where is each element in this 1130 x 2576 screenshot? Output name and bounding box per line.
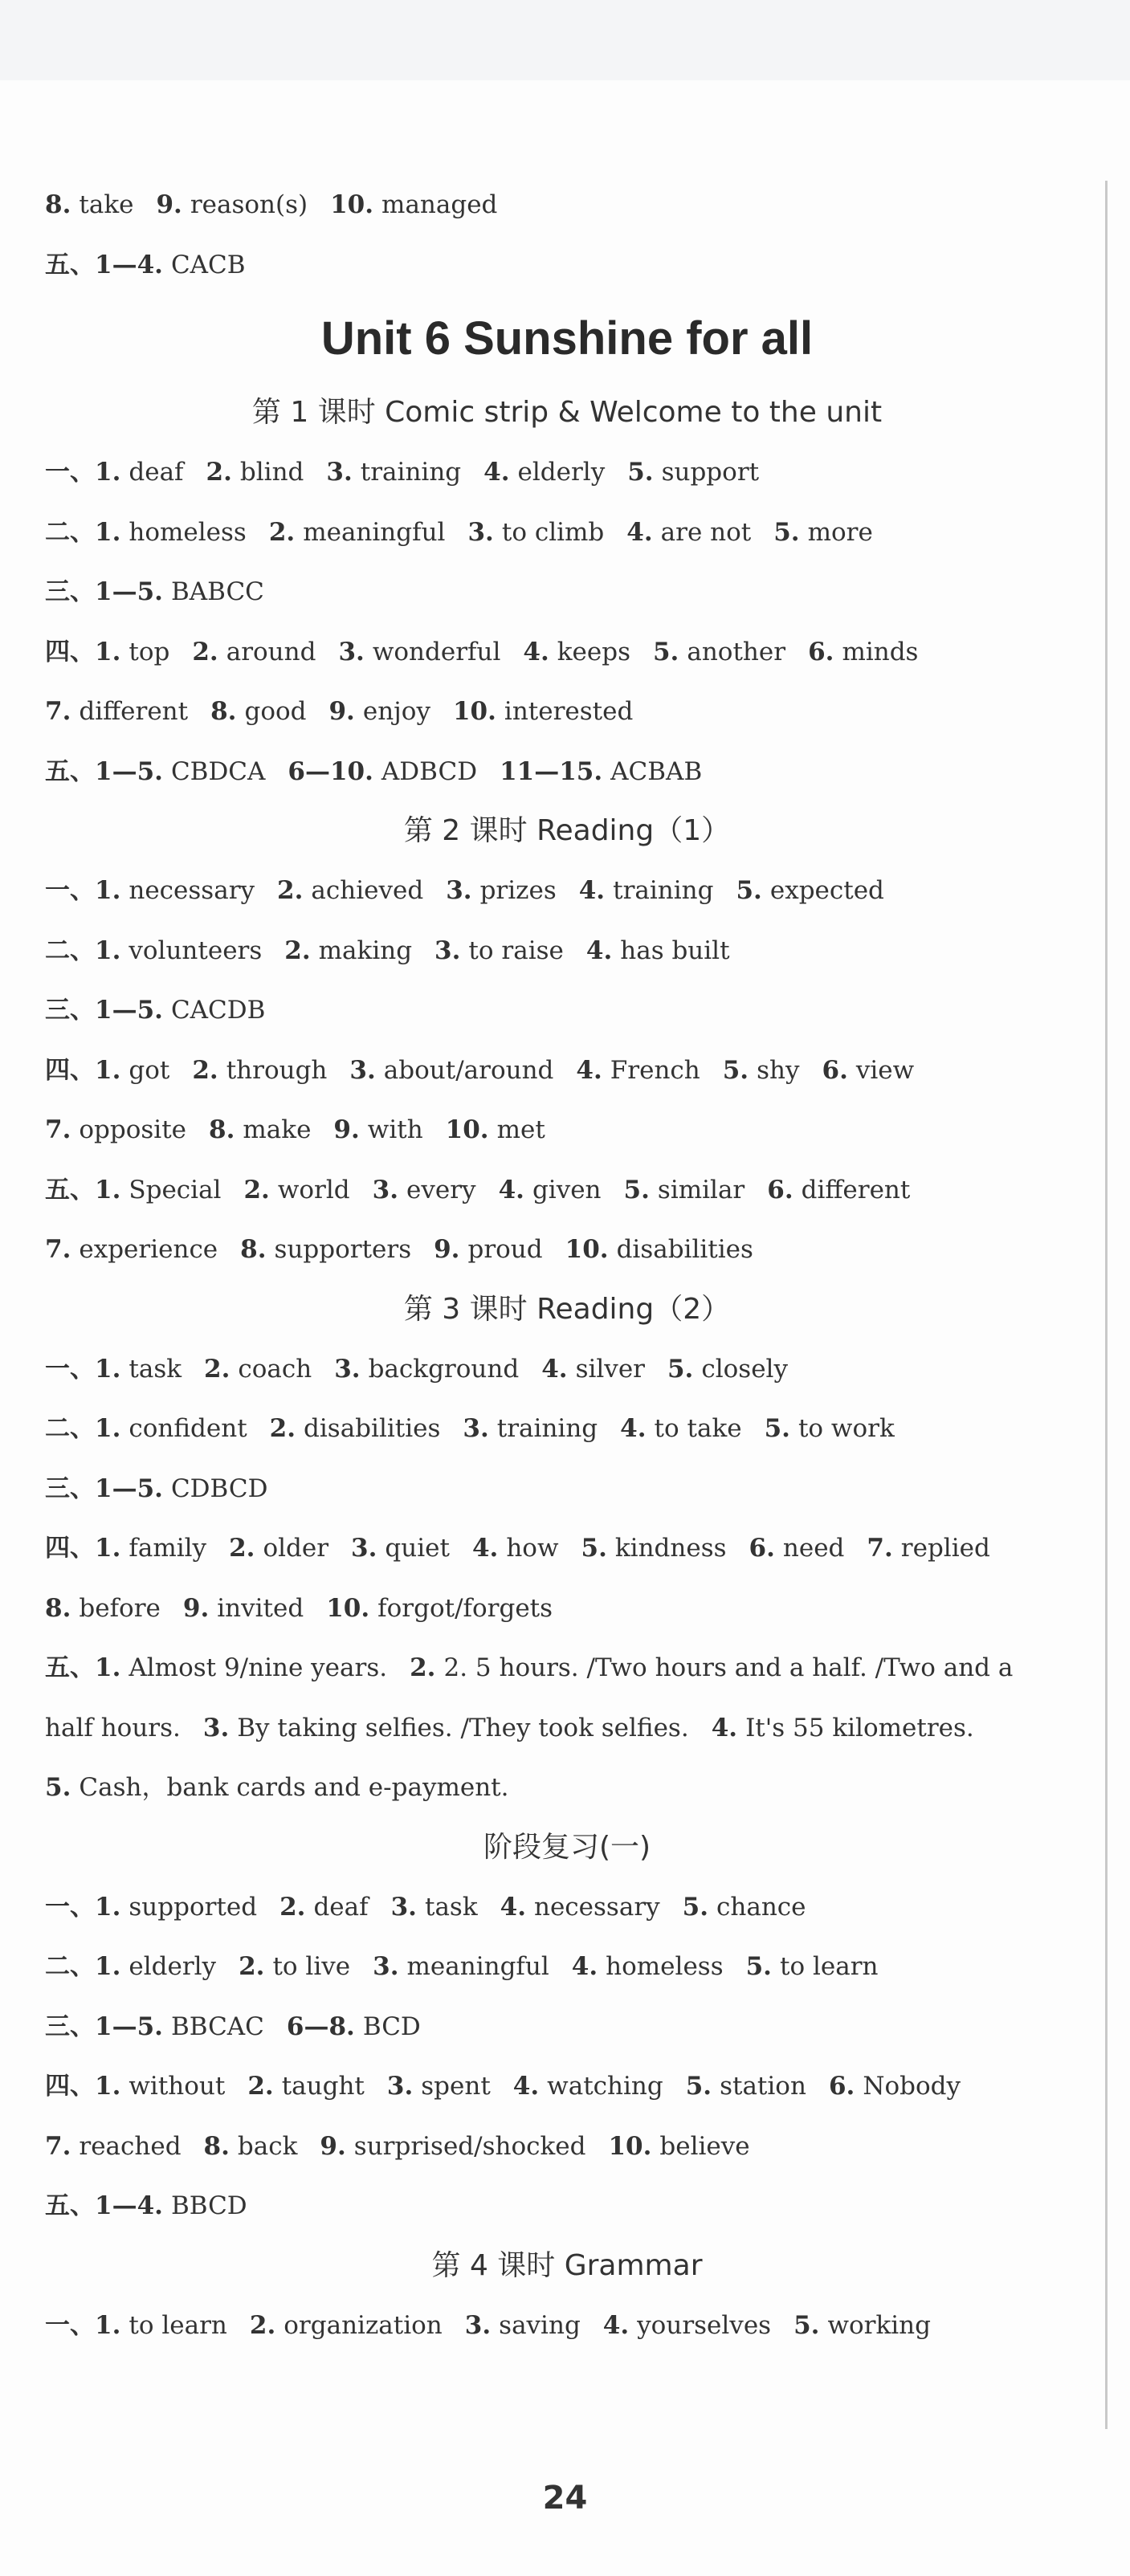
item-number: 2. [229,1534,255,1563]
item-number: 4. [512,2072,540,2101]
item-number: 9. [328,697,355,726]
item-number: 4. [541,1354,568,1384]
answer-line [45,503,1089,563]
answer-text: to learn [129,2310,227,2340]
item-number: 6. [822,1055,848,1085]
answer-text: shy [757,1055,800,1085]
item-number: 5. [793,2310,820,2340]
answer-text: Cash，bank cards and e-payment. [79,1773,509,1802]
item-number: 2. [410,1653,436,1682]
answer-text: quiet [385,1534,450,1563]
answer-text: back [237,2131,298,2161]
answer-text: coach [238,1354,312,1384]
answer-text: about/around [383,1055,554,1085]
answer-text: silver [575,1354,645,1384]
answer-line [45,1041,1089,1101]
answer-text: homeless [129,517,247,547]
item-number: 一、1. [45,876,121,905]
answer-line [45,2176,1089,2236]
answer-text: supported [129,1892,258,1922]
answer-line [45,2296,1089,2356]
answer-text: By taking selfies. /They took selfies. [237,1713,689,1742]
answer-text: opposite [79,1115,187,1144]
intro-line-2 [45,235,1089,296]
answer-text: different [801,1175,911,1204]
answer-text: replied [900,1534,990,1563]
answer-text: disabilities [304,1414,441,1443]
item-number: 2. [279,1892,306,1922]
answer-text: chance [716,1892,806,1922]
item-number: 5. [736,876,762,905]
item-number: 五、1—4. [45,250,163,279]
answer-line [45,1459,1089,1519]
lesson-heading: 第 3 课时 Reading（2） [403,1292,731,1326]
item-number: 5. [45,1773,71,1802]
item-number: 一、1. [45,2310,121,2340]
item-number: 五、1—5. [45,756,163,786]
lesson-heading: 第 1 课时 Comic strip & Welcome to the unit [251,396,883,429]
answer-text: make [243,1115,312,1144]
answer-text: without [129,2072,226,2101]
item-number: 3. [372,1175,399,1204]
item-number: 二、1. [45,935,121,965]
answer-line [45,861,1089,921]
lesson-heading: 阶段复习(一) [483,1830,651,1864]
item-number: 5. [682,1892,709,1922]
answer-text: CACDB [170,996,266,1025]
answer-text: kindness [614,1534,727,1563]
item-number: 5. [627,458,654,487]
answer-text: ACBAB [610,756,703,786]
answer-line [45,1220,1089,1280]
item-number: 8. [209,1115,235,1144]
answer-text: meaningful [303,517,446,547]
item-number: 10. [445,1115,489,1144]
item-number: 一、1. [45,1354,121,1384]
item-number: 5. [722,1055,749,1085]
answer-text: reason(s) [190,190,308,219]
item-number: 10. [326,1593,370,1623]
answer-text: necessary [534,1892,660,1922]
item-number: 4. [576,1055,602,1085]
answer-text: making [318,935,413,965]
answer-text: reached [79,2131,182,2161]
item-number: 三、1—5. [45,2011,163,2041]
answer-line [45,442,1089,503]
answer-text: how [506,1534,559,1563]
item-number: 3. [202,1713,230,1742]
item-number: 一、1. [45,458,121,487]
item-number: 2. [268,517,296,547]
answer-text: given [532,1175,602,1204]
answer-line [45,1937,1089,1997]
answer-line [45,1758,1089,1818]
answer-text: top [129,637,170,666]
answer-text: minds [842,637,919,666]
item-number: 4. [620,1414,647,1443]
answer-text: different [79,697,189,726]
answer-text: view [855,1055,915,1085]
item-number: 7. [45,2131,71,2161]
answer-text: take [79,190,134,219]
item-number: 9. [156,190,182,219]
answer-text: It's 55 kilometres. [745,1713,974,1742]
item-number: 2. [277,876,304,905]
item-number: 6. [828,2072,855,2101]
item-number: 9. [434,1235,460,1264]
answer-text: world [277,1175,350,1204]
intro-line-1 [45,175,1089,235]
answer-text: BCD [362,2011,421,2041]
lesson-sections [45,383,1089,2355]
top-margin [0,0,1130,80]
answer-text: to work [798,1414,895,1443]
item-number: 7. [45,1115,71,1144]
item-number: 三、1—5. [45,1473,163,1503]
answer-line [45,1997,1089,2057]
item-number: 4. [626,517,653,547]
answer-text: keeps [557,637,630,666]
item-number: 2. [269,1414,296,1443]
item-number: 4. [711,1713,738,1742]
answer-text: training [613,876,714,905]
answer-text: more [807,517,873,547]
item-number: 2. [204,1354,230,1384]
answer-text: BABCC [170,577,264,606]
item-number: 3. [349,1055,376,1085]
answer-text: elderly [517,458,606,487]
answer-text: similar [657,1175,745,1204]
answer-text: achieved [311,876,424,905]
answer-line [45,921,1089,981]
item-number: 10. [452,697,496,726]
item-number: 8. [45,190,71,219]
answer-text: spent [421,2072,491,2101]
item-number: 5. [685,2072,712,2101]
item-number: 5. [623,1175,650,1204]
answer-line [45,1698,1089,1759]
answer-text: Special [129,1175,222,1204]
item-number: 5. [652,637,679,666]
item-number: 10. [330,190,374,219]
answer-text: elderly [129,1952,217,1981]
lesson-heading: 第 4 课时 Grammar [431,2248,703,2282]
item-number: 4. [602,2310,630,2340]
item-number: 4. [585,935,613,965]
answer-line [45,2117,1089,2177]
item-number: 6—8. [286,2011,355,2041]
answer-text: to climb [501,517,605,547]
item-number: 3. [351,1534,377,1563]
item-number: 8. [210,697,237,726]
item-number: 7. [45,1235,71,1264]
answer-text: prizes [479,876,557,905]
answer-text: taught [281,2072,365,2101]
lesson-heading: 第 2 课时 Reading（1） [403,814,731,847]
item-number: 2. [249,2310,276,2340]
answer-text: through [226,1055,328,1085]
answer-text: training [496,1414,598,1443]
answer-text: necessary [129,876,255,905]
item-number: 10. [608,2131,652,2161]
unit-title: Unit 6 Sunshine for all [320,312,814,365]
answer-text: supporters [274,1235,412,1264]
item-number: 3. [334,1354,361,1384]
item-number: 8. [203,2131,230,2161]
answer-text: Nobody [863,2072,961,2101]
item-number: 6. [749,1534,775,1563]
item-number: 4. [498,1175,524,1204]
answer-text: blind [239,458,304,487]
item-number: 2. [206,458,232,487]
answer-text: confident [129,1414,247,1443]
answer-text: surprised/shocked [353,2131,586,2161]
answer-line [45,1579,1089,1639]
answer-text: good [244,697,307,726]
item-number: 3. [338,637,365,666]
item-number: 2. [192,1055,218,1085]
answer-key-content [45,175,1089,2355]
item-number: 5. [773,517,800,547]
answer-text: closely [701,1354,788,1384]
answer-line [45,1518,1089,1579]
answer-line [45,2056,1089,2117]
answer-line [45,1399,1089,1459]
answer-text: background [368,1354,520,1384]
item-number: 6. [767,1175,793,1204]
answer-text: another [687,637,786,666]
item-number: 4. [571,1952,598,1981]
item-number: 一、1. [45,1892,121,1922]
answer-text: to live [272,1952,351,1981]
answer-text: watching [547,2072,663,2101]
item-number: 8. [45,1593,71,1623]
item-number: 2. [192,637,218,666]
item-number: 二、1. [45,1952,121,1981]
answer-text: task [129,1354,182,1384]
item-number: 四、1. [45,637,121,666]
answer-text: met [496,1115,545,1144]
answer-text: forgot/forgets [377,1593,553,1623]
item-number: 3. [434,935,461,965]
answer-text: meaningful [406,1952,549,1981]
item-number: 5. [667,1354,694,1384]
answer-text: to take [654,1414,742,1443]
item-number: 3. [467,517,494,547]
answer-text: BBCD [170,2191,247,2220]
answer-text: CDBCD [170,1473,268,1503]
item-number: 2. [239,1952,265,1981]
item-number: 3. [464,2310,492,2340]
item-number: 9. [333,1115,360,1144]
item-number: 三、1—5. [45,577,163,606]
answer-line [45,562,1089,622]
item-number: 3. [373,1952,399,1981]
item-number: 4. [578,876,606,905]
item-number: 3. [390,1892,417,1922]
item-number: 五、1—4. [45,2191,163,2220]
answer-text: deaf [313,1892,369,1922]
answer-text: proud [467,1235,543,1264]
answer-line [45,682,1089,742]
item-number: 三、1—5. [45,996,163,1025]
answer-text: deaf [129,458,184,487]
answer-text: task [424,1892,478,1922]
answer-line [45,742,1089,802]
item-number: 四、1. [45,2072,121,2101]
answer-text: volunteers [129,935,263,965]
answer-text: to learn [779,1952,879,1981]
answer-text: support [661,458,760,487]
item-number: 4. [471,1534,499,1563]
answer-text: homeless [606,1952,724,1981]
item-number: 四、1. [45,1055,121,1085]
answer-line [45,1160,1089,1221]
item-number: 3. [463,1414,489,1443]
answer-text: around [226,637,316,666]
answer-text: are not [660,517,752,547]
item-number: 四、1. [45,1534,121,1563]
answer-text: Almost 9/nine years. [129,1653,388,1682]
answer-text: expected [769,876,884,905]
answer-text: every [406,1175,476,1204]
answer-text: to raise [468,935,564,965]
answer-text: training [360,458,462,487]
answer-text: wonderful [372,637,501,666]
answer-text: yourselves [637,2310,772,2340]
answer-text: experience [79,1235,218,1264]
item-number: 6—10. [288,756,373,786]
item-number: 3. [386,2072,414,2101]
item-number: 2. [247,2072,274,2101]
item-number: 3. [326,458,353,487]
item-number: 4. [523,637,549,666]
item-number: 5. [581,1534,607,1563]
item-number: 五、1. [45,1175,121,1204]
answer-text: CBDCA [170,756,266,786]
item-number: 7. [45,697,71,726]
item-number: 5. [745,1952,772,1981]
answer-text: interested [504,697,634,726]
item-number: 2. [284,935,311,965]
answer-line [45,1638,1089,1698]
item-number: 10. [565,1235,609,1264]
right-margin-rule [1105,181,1108,2429]
item-number: 11—15. [500,756,603,786]
item-number: 二、1. [45,1414,121,1443]
answer-text: before [79,1593,161,1623]
answer-text: older [263,1534,329,1563]
answer-text: has built [620,935,730,965]
answer-line [45,1100,1089,1160]
answer-text: ADBCD [381,756,478,786]
item-number: 8. [240,1235,267,1264]
answer-text: need [782,1534,845,1563]
answer-text: invited [217,1593,304,1623]
answer-text: believe [659,2131,750,2161]
answer-text: got [129,1055,170,1085]
answer-text: with [367,1115,423,1144]
answer-text: managed [381,190,498,219]
answer-text: saving [499,2310,581,2340]
answer-text: half hours. [45,1713,181,1742]
answer-text: enjoy [362,697,430,726]
answer-text: disabilities [616,1235,753,1264]
answer-line [45,622,1089,683]
answer-line [45,1339,1089,1400]
answer-text: organization [284,2310,443,2340]
item-number: 4. [483,458,510,487]
answer-line [45,1877,1089,1938]
answer-line [45,980,1089,1041]
item-number: 二、1. [45,517,121,547]
answer-text: family [129,1534,207,1563]
answer-text: 2. 5 hours. /Two hours and a half. /Two and a [443,1653,1014,1682]
item-number: 2. [243,1175,270,1204]
answer-text: CACB [170,250,246,279]
answer-text: station [720,2072,806,2101]
item-number: 3. [446,876,472,905]
answer-text: French [610,1055,700,1085]
item-number: 4. [500,1892,526,1922]
item-number: 6. [808,637,834,666]
item-number: 5. [764,1414,790,1443]
item-number: 9. [320,2131,346,2161]
item-number: 五、1. [45,1653,121,1682]
answer-text: BBCAC [170,2011,264,2041]
item-number: 7. [867,1534,893,1563]
page-number: 24 [542,2480,588,2517]
answer-text: working [827,2310,931,2340]
item-number: 9. [182,1593,210,1623]
